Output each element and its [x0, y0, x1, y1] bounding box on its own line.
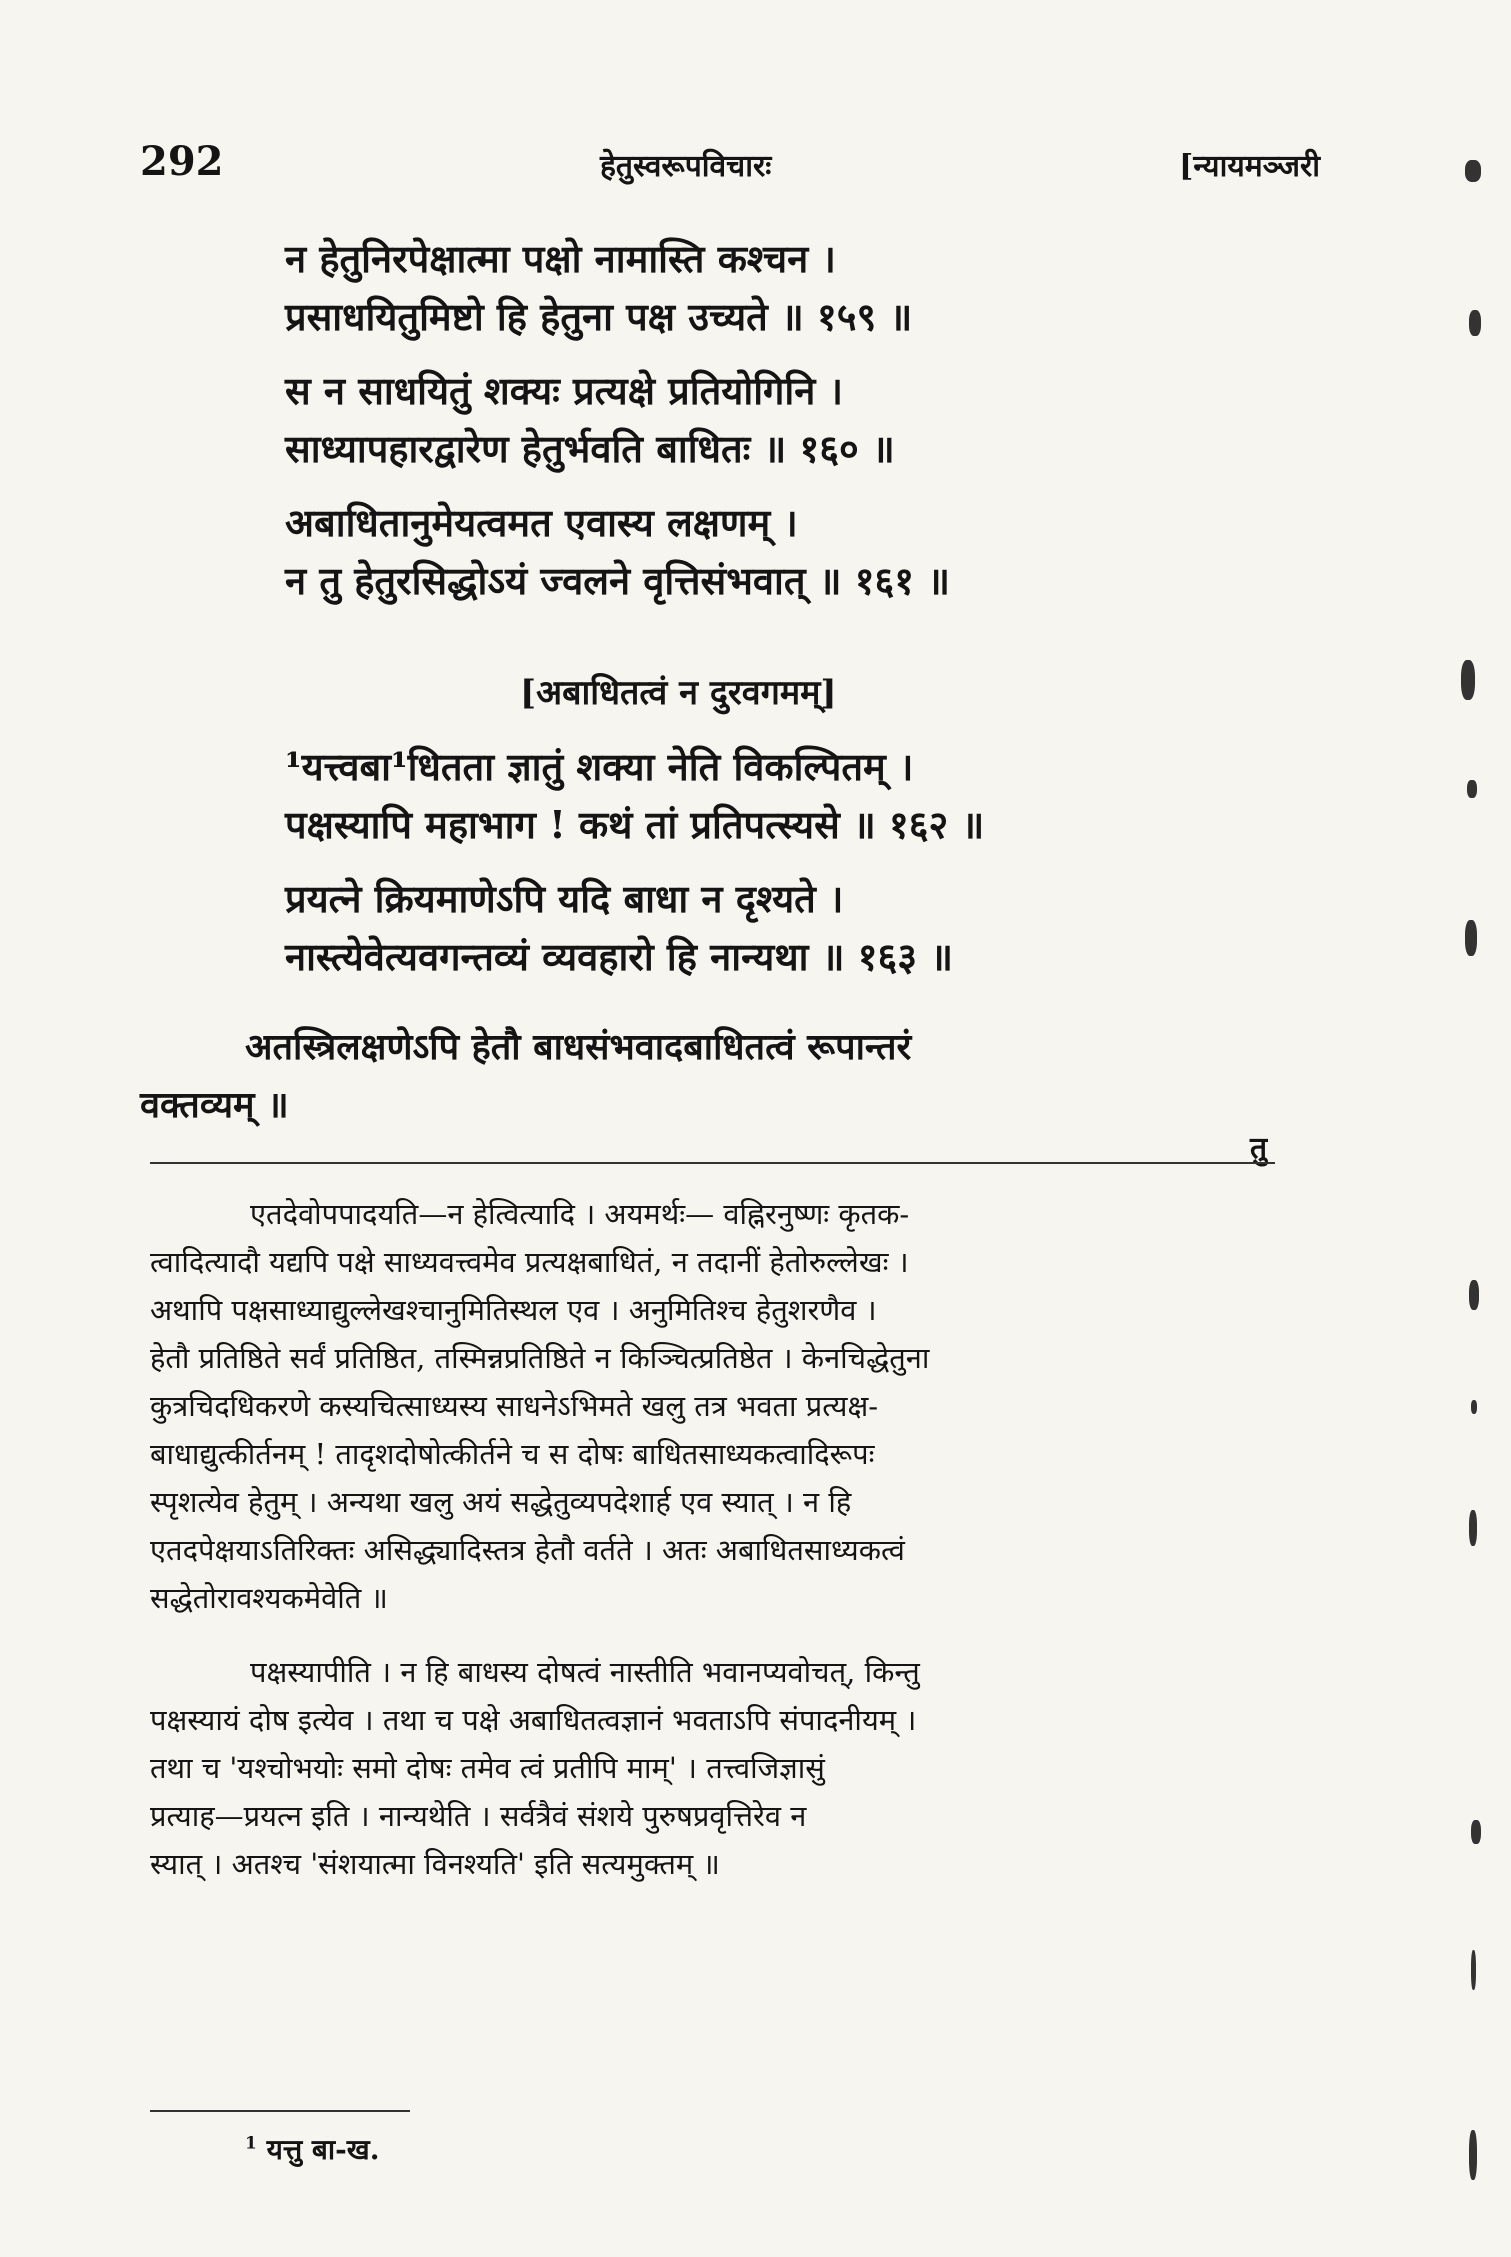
margin-scan-specks	[1451, 0, 1511, 2257]
commentary	[150, 1190, 1315, 1888]
footnote-divider	[150, 2110, 410, 2112]
commentary-line: कुत्रचिदधिकरणे कस्यचित्साध्यस्य साधनेऽभिमते खलु तत्र भवता प्रत्यक्ष-	[150, 1389, 879, 1423]
commentary-line: एतदेवोपपादयति—न हेत्वित्यादि । अयमर्थः— वह्निरनुष्णः कृतक-	[250, 1197, 910, 1231]
verse-line: न हेतुनिरपेक्षात्मा पक्षो नामास्ति कश्चन ।	[285, 236, 836, 281]
verse-line: पक्षस्यापि महाभाग ! कथं तां प्रतिपत्स्यसे ॥ १६२ ॥	[285, 802, 985, 847]
verse-159	[285, 230, 1285, 346]
verse-163	[285, 870, 1285, 986]
commentary-divider	[150, 1162, 1275, 1164]
verse-line: ¹यत्त्वबा¹धितता ज्ञातुं शक्या नेति विकल्पितम् ।	[285, 744, 914, 789]
verse-line: नास्त्येवेत्यवगन्तव्यं व्यवहारो हि नान्यथा ॥ १६३ ॥	[285, 934, 953, 979]
verse-line: प्रसाधयितुमिष्टो हि हेतुना पक्ष उच्यते ॥ १५९ ॥	[285, 294, 913, 339]
commentary-line: पक्षस्यायं दोष इत्येव । तथा च पक्षे अबाधितत्वज्ञानं भवताऽपि संपादनीयम् ।	[150, 1703, 917, 1737]
commentary-line: तथा च 'यश्चोभयोः समो दोषः तमेव त्वं प्रतीपि माम्' । तत्त्वजिज्ञासुं	[150, 1751, 825, 1785]
commentary-line: बाधाद्युत्कीर्तनम् ! तादृशदोषोत्कीर्तने च स दोषः बाधितसाध्यकत्वादिरूपः	[150, 1437, 875, 1471]
running-head	[140, 138, 1320, 198]
commentary-line: हेतौ प्रतिष्ठिते सर्वं प्रतिष्ठित, तस्मिन्नप्रतिष्ठिते न किञ्चित्प्रतिष्ठेत । केनचिद्धेतुना	[150, 1341, 930, 1375]
commentary-line: स्यात् । अतश्च 'संशयात्मा विनश्यति' इति सत्यमुक्तम् ॥	[150, 1847, 720, 1881]
verse-161	[285, 494, 1285, 610]
section-heading: [अबाधितत्वं न दुरवगमम्]	[520, 673, 837, 713]
commentary-paragraph	[150, 1190, 1315, 1622]
footnote	[245, 2130, 379, 2168]
verse-line: साध्यापहारद्वारेण हेतुर्भवति बाधितः ॥ १६० ॥	[285, 426, 895, 471]
commentary-line: पक्षस्यापीति । न हि बाधस्य दोषत्वं नास्तीति भवानप्यवोचत्, किन्तु	[250, 1655, 920, 1689]
prose-conclusion	[140, 1018, 1320, 1134]
rule-mark: तु	[1250, 1131, 1268, 1166]
commentary-line: त्वादित्यादौ यद्यपि पक्षे साध्यवत्त्वमेव प्रत्यक्षबाधितं, न तदानीं हेतोरुल्लेखः ।	[150, 1245, 909, 1279]
verse-line: अबाधितानुमेयत्वमत एवास्य लक्षणम् ।	[285, 500, 798, 545]
commentary-line: स्पृशत्येव हेतुम् । अन्यथा खलु अयं सद्धेतुव्यपदेशार्ह एव स्यात् । न हि	[150, 1485, 852, 1519]
commentary-line: अथापि पक्षसाध्याद्युल्लेखश्चानुमितिस्थल एव । अनुमितिश्च हेतुशरणैव ।	[150, 1293, 877, 1327]
running-book-title: [न्यायमञ्जरी	[1179, 149, 1320, 184]
footnote-marker: 1	[245, 2133, 257, 2154]
verse-line: न तु हेतुरसिद्धोऽयं ज्वलने वृत्तिसंभवात् ॥ १६१ ॥	[285, 558, 951, 603]
commentary-line: प्रत्याह—प्रयत्न इति । नान्यथेति । सर्वत्रैवं संशये पुरुषप्रवृत्तिरेव न	[150, 1799, 807, 1833]
commentary-paragraph	[150, 1648, 1315, 1888]
prose-line: वक्तव्यम् ॥	[140, 1084, 289, 1126]
running-title: हेतुस्वरूपविचारः	[600, 149, 772, 184]
verses-bottom	[285, 738, 1285, 1002]
commentary-line: सद्धेतोरावश्यकमेवेति ॥	[150, 1581, 388, 1615]
verse-160	[285, 362, 1285, 478]
verses-top	[285, 230, 1285, 626]
prose-line: अतस्त्रिलक्षणेऽपि हेतौ बाधसंभवादबाधितत्वं रूपान्तरं	[245, 1026, 912, 1068]
page-number: 292	[140, 138, 224, 185]
commentary-line: एतदपेक्षयाऽतिरिक्तः असिद्ध्यादिस्तत्र हेतौ वर्तते । अतः अबाधितसाध्यकत्वं	[150, 1533, 905, 1567]
verse-162	[285, 738, 1285, 854]
footnote-text: यत्तु बा-ख.	[266, 2133, 380, 2166]
verse-line: स न साधयितुं शक्यः प्रत्यक्षे प्रतियोगिनि ।	[285, 368, 843, 413]
verse-line: प्रयत्ने क्रियमाणेऽपि यदि बाधा न दृश्यते ।	[285, 876, 844, 921]
